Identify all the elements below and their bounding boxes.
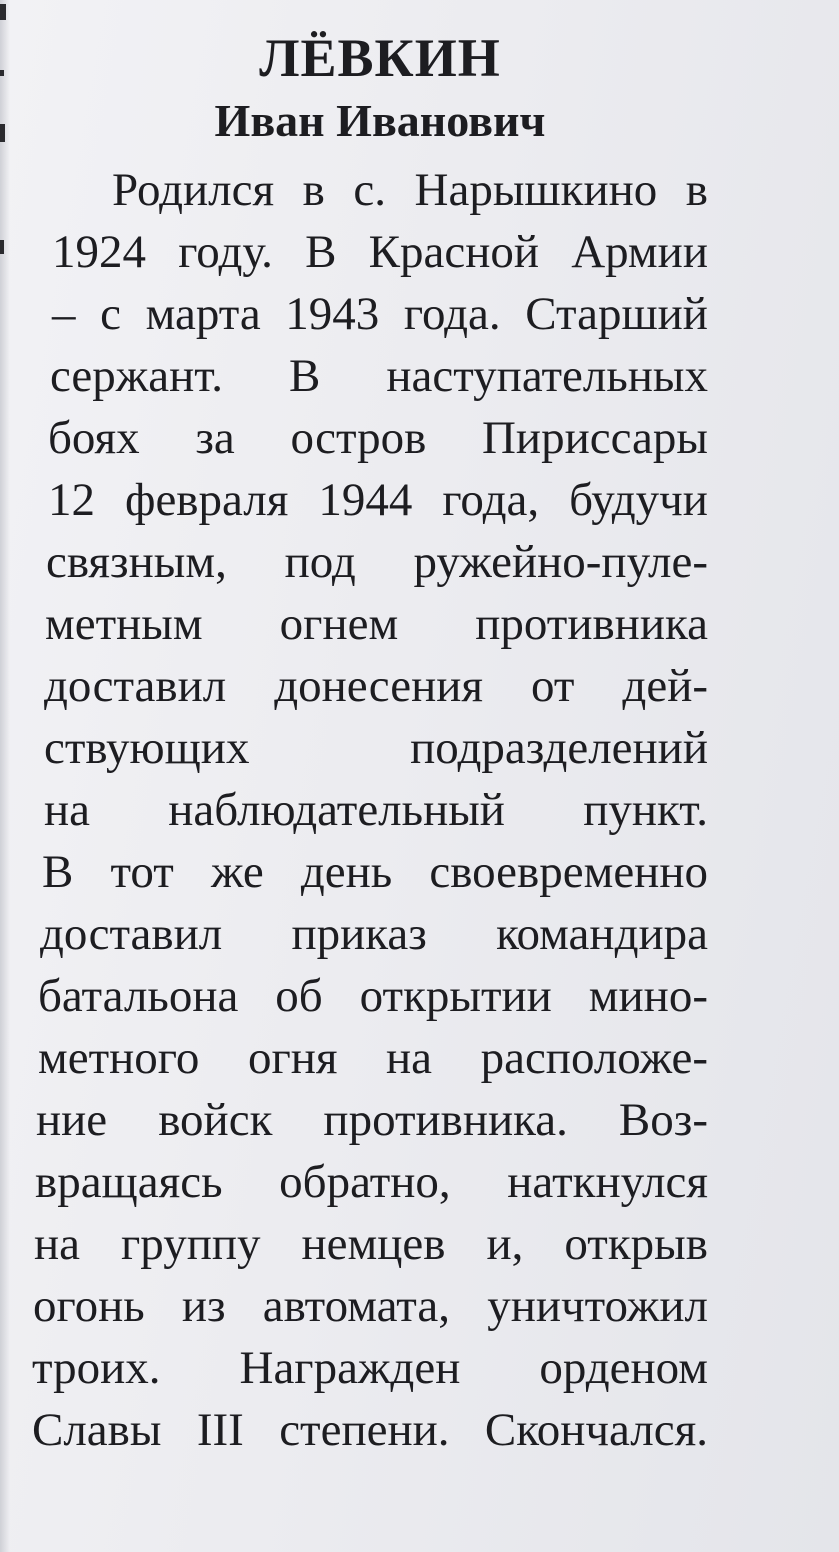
word: на — [34, 1218, 81, 1270]
word: будучи — [569, 474, 708, 526]
word: III — [196, 1404, 244, 1456]
word: подразделений — [410, 722, 708, 774]
word: батальона — [38, 970, 239, 1022]
word: Скончался. — [484, 1404, 708, 1456]
word: на — [386, 1032, 433, 1084]
word: орденом — [539, 1342, 708, 1394]
text-line — [40, 906, 708, 962]
word: ствующих — [44, 722, 250, 774]
word: в — [302, 164, 325, 216]
word: В — [289, 350, 321, 402]
person-surname: ЛЁВКИН — [259, 28, 501, 88]
text-line — [38, 968, 708, 1024]
word: расположе- — [480, 1032, 708, 1084]
word: немцев — [301, 1218, 446, 1270]
word: Воз- — [618, 1094, 708, 1146]
text-line — [38, 1030, 708, 1086]
word: связным, — [46, 536, 227, 588]
text-line — [50, 348, 708, 404]
word: Пириссары — [481, 412, 708, 464]
word: огнем — [279, 598, 399, 650]
word: об — [275, 970, 323, 1022]
word: с. — [353, 164, 387, 216]
text-line — [33, 1278, 708, 1334]
word: Нарышкино — [414, 164, 658, 216]
word: пункт. — [583, 784, 708, 836]
page-left-shadow — [0, 0, 10, 1552]
word: мино- — [588, 970, 708, 1022]
text-line — [36, 1092, 708, 1148]
facing-page-glyph — [0, 4, 6, 20]
word: уничтожил — [487, 1280, 708, 1332]
text-line — [34, 1216, 708, 1272]
word: в — [685, 164, 708, 216]
word: – — [52, 288, 76, 340]
text-line — [45, 596, 708, 652]
word: доставил — [44, 660, 227, 712]
word: донесения — [274, 660, 484, 712]
word: февраля — [124, 474, 289, 526]
word: под — [284, 536, 356, 588]
word: и, — [486, 1218, 524, 1270]
text-line — [48, 410, 708, 466]
text-line — [32, 1340, 708, 1396]
word: день — [300, 846, 393, 898]
text-line — [52, 286, 708, 342]
word: огня — [247, 1032, 338, 1084]
word: из — [181, 1280, 226, 1332]
word: дей- — [622, 660, 708, 712]
word: от — [531, 660, 575, 712]
word: В — [305, 226, 337, 278]
text-line — [32, 1402, 708, 1458]
word: приказ — [291, 908, 427, 960]
word: года, — [442, 474, 540, 526]
word: троих. — [32, 1342, 161, 1394]
word: метного — [38, 1032, 200, 1084]
word: остров — [290, 412, 427, 464]
word: противника — [475, 598, 708, 650]
word: наткнулся — [507, 1156, 708, 1208]
text-line — [44, 720, 708, 776]
word: В — [42, 846, 74, 898]
word: командира — [496, 908, 708, 960]
text-line — [52, 224, 708, 280]
word: ние — [36, 1094, 108, 1146]
text-line — [48, 472, 708, 528]
text-line — [44, 782, 708, 838]
word: году. — [178, 226, 273, 278]
word: вращаясь — [35, 1156, 223, 1208]
word: доставил — [40, 908, 223, 960]
facing-page-glyph — [0, 240, 4, 254]
word: с — [100, 288, 121, 340]
word: же — [210, 846, 264, 898]
word: огонь — [33, 1280, 145, 1332]
word: за — [195, 412, 235, 464]
word: обратно, — [279, 1156, 451, 1208]
word: Родился — [112, 164, 275, 216]
word: 1944 — [318, 474, 413, 526]
word: войск — [158, 1094, 273, 1146]
word: Красной — [368, 226, 540, 278]
word: наблюдательный — [168, 784, 505, 836]
word: группу — [121, 1218, 261, 1270]
word: марта — [145, 288, 261, 340]
word: на — [44, 784, 91, 836]
word: 12 — [48, 474, 95, 526]
word: Старший — [525, 288, 708, 340]
text-line — [44, 658, 708, 714]
word: противника. — [323, 1094, 568, 1146]
person-given-names: Иван Иванович — [214, 95, 546, 146]
word: сержант. — [50, 350, 224, 402]
text-line — [42, 844, 708, 900]
word: 1924 — [52, 226, 146, 278]
word: Армии — [571, 226, 708, 278]
word: Славы — [32, 1404, 162, 1456]
text-line — [46, 534, 708, 590]
word: боях — [48, 412, 140, 464]
word: тот — [110, 846, 174, 898]
word: наступательных — [386, 350, 708, 402]
word: степени. — [279, 1404, 450, 1456]
text-line — [112, 162, 708, 218]
word: открыв — [564, 1218, 708, 1270]
word: своевременно — [429, 846, 708, 898]
text-line — [35, 1154, 708, 1210]
word: 1943 — [285, 288, 380, 340]
word: ружейно-пуле- — [413, 536, 708, 588]
word: Награжден — [239, 1342, 461, 1394]
word: метным — [45, 598, 203, 650]
word: открытии — [359, 970, 552, 1022]
word: автомата, — [262, 1280, 450, 1332]
word: года. — [403, 288, 501, 340]
